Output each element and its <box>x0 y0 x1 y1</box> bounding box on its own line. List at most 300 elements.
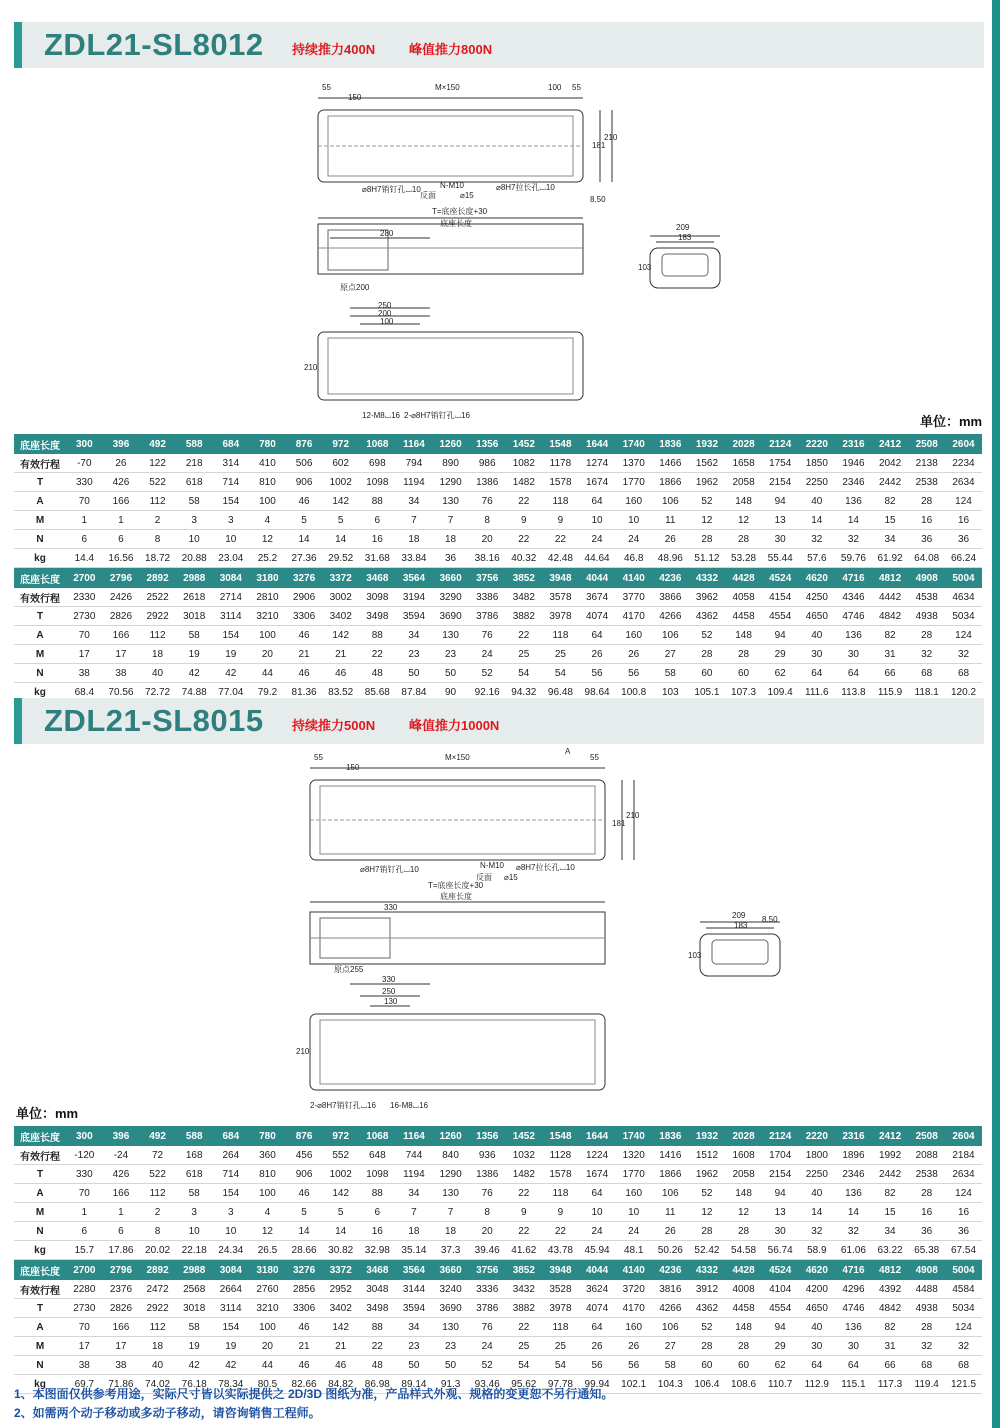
table-cell: 1260 <box>432 1126 469 1146</box>
table-cell: 3 <box>213 1203 250 1222</box>
model-title: ZDL21-SL8015 <box>44 703 264 738</box>
table-cell: 522 <box>139 473 176 492</box>
table-cell: 35.14 <box>396 1241 433 1260</box>
table-cell: 48.96 <box>652 549 689 568</box>
table-cell: 4908 <box>908 1260 945 1281</box>
dim-label: M×150 <box>435 83 460 92</box>
table-cell: 5034 <box>945 607 982 626</box>
table-cell: 61.06 <box>835 1241 872 1260</box>
table-cell: 57.6 <box>799 549 836 568</box>
table-cell: 1002 <box>322 473 359 492</box>
table-cell: 100 <box>249 1318 286 1337</box>
model-title: ZDL21-SL8012 <box>44 27 264 62</box>
table-cell: 100.8 <box>615 683 652 702</box>
table-cell: 4074 <box>579 607 616 626</box>
table-cell: 88 <box>359 626 396 645</box>
table-cell: 26 <box>652 530 689 549</box>
table-cell: 28 <box>689 1337 726 1356</box>
table-cell: 522 <box>139 1165 176 1184</box>
table-cell: 2138 <box>908 454 945 473</box>
table-cell: 21 <box>286 645 323 664</box>
table-cell: 3180 <box>249 1260 286 1281</box>
table-row <box>14 1356 982 1375</box>
table-cell: 3372 <box>322 568 359 589</box>
table-row <box>14 454 982 473</box>
table-cell: 10 <box>579 511 616 530</box>
table-cell: 100 <box>249 492 286 511</box>
table-cell: 2508 <box>908 1126 945 1146</box>
table-cell: 24.34 <box>213 1241 250 1260</box>
table-cell: 117.3 <box>872 1375 909 1394</box>
table-cell: 29 <box>762 1337 799 1356</box>
dim-label: 2-⌀8H7销钉孔⌴16 <box>404 411 470 420</box>
table-cell: 14 <box>322 1222 359 1241</box>
dim-label: 330 <box>384 903 398 912</box>
row-label: A <box>14 1318 66 1337</box>
table-cell: 3210 <box>249 1299 286 1318</box>
table-cell: 506 <box>286 454 323 473</box>
table-cell: 62 <box>762 1356 799 1375</box>
table-cell: 3210 <box>249 607 286 626</box>
table-cell: 12 <box>689 1203 726 1222</box>
table-cell: 4584 <box>945 1280 982 1299</box>
table-cell: 27 <box>652 645 689 664</box>
table-cell: 15 <box>872 1203 909 1222</box>
table-cell: 1356 <box>469 434 506 454</box>
table-cell: 142 <box>322 1184 359 1203</box>
table-cell: 2412 <box>872 1126 909 1146</box>
table-cell: 60 <box>689 664 726 683</box>
table-cell: 2760 <box>249 1280 286 1299</box>
table-cell: 6 <box>66 1222 103 1241</box>
table-cell: 2316 <box>835 1126 872 1146</box>
table-cell: 2028 <box>725 434 762 454</box>
footnote-2: 2、如需两个动子移动或多动子移动，请咨询销售工程师。 <box>14 1406 321 1420</box>
table-cell: 83.52 <box>322 683 359 702</box>
table-cell: 2892 <box>139 1260 176 1281</box>
section-header-sl8012 <box>14 22 984 68</box>
table-cell: 14.4 <box>66 549 103 568</box>
table-cell: 87.84 <box>396 683 433 702</box>
table-cell: 780 <box>249 434 286 454</box>
table-cell: 1290 <box>432 1165 469 1184</box>
table-cell: 86.98 <box>359 1375 396 1394</box>
table-cell: 4650 <box>799 607 836 626</box>
row-label: T <box>14 473 66 492</box>
table-cell: 456 <box>286 1146 323 1165</box>
table-cell: 62 <box>762 664 799 683</box>
row-label: 底座长度 <box>14 1260 66 1281</box>
dim-label: 原点200 <box>340 283 370 292</box>
dim-label: 210 <box>604 133 618 142</box>
table-cell: 3756 <box>469 568 506 589</box>
table-cell: 1194 <box>396 473 433 492</box>
table-cell: 2412 <box>872 434 909 454</box>
table-cell: 10 <box>213 1222 250 1241</box>
table-cell: 3882 <box>506 1299 543 1318</box>
table-cell: 19 <box>213 1337 250 1356</box>
table-cell: 3912 <box>689 1280 726 1299</box>
table-cell: 1962 <box>689 473 726 492</box>
table-cell: 18 <box>432 1222 469 1241</box>
table-cell: 1578 <box>542 1165 579 1184</box>
dim-label: N-M10 <box>480 861 505 870</box>
table-cell: 1452 <box>506 1126 543 1146</box>
table-row <box>14 473 982 492</box>
table-cell: 113.8 <box>835 683 872 702</box>
table-cell: 1320 <box>615 1146 652 1165</box>
table-cell: 106.4 <box>689 1375 726 1394</box>
table-cell: 5 <box>322 1203 359 1222</box>
table-cell: 54 <box>542 1356 579 1375</box>
table-cell: 52 <box>689 492 726 511</box>
table-cell: 2154 <box>762 1165 799 1184</box>
peak-thrust: 峰值推力1000N <box>409 718 500 733</box>
table-cell: 22 <box>542 530 579 549</box>
dim-label: 底座长度 <box>440 219 472 228</box>
table-cell: 28 <box>725 1337 762 1356</box>
table-cell: 64 <box>799 664 836 683</box>
table-cell: 20 <box>249 645 286 664</box>
table-cell: 64 <box>835 664 872 683</box>
table-cell: 54.58 <box>725 1241 762 1260</box>
table-cell: 102.1 <box>615 1375 652 1394</box>
table-cell: 3048 <box>359 1280 396 1299</box>
table-cell: 552 <box>322 1146 359 1165</box>
table-cell: 52 <box>689 626 726 645</box>
table-cell: 3018 <box>176 1299 213 1318</box>
table-cell: 1946 <box>835 454 872 473</box>
table-cell: 34 <box>872 530 909 549</box>
table-cell: 66 <box>872 664 909 683</box>
table-cell: 166 <box>103 1184 140 1203</box>
table-cell: 10 <box>579 1203 616 1222</box>
table-cell: 810 <box>249 473 286 492</box>
table-cell: 68 <box>945 664 982 683</box>
table-cell: 68.4 <box>66 683 103 702</box>
table-cell: 46 <box>286 1184 323 1203</box>
table-cell: 2988 <box>176 1260 213 1281</box>
dim-label: 底座长度 <box>440 892 472 901</box>
table-cell: 714 <box>213 473 250 492</box>
dim-label: 55 <box>322 83 331 92</box>
table-cell: 52 <box>689 1184 726 1203</box>
table-cell: 4554 <box>762 607 799 626</box>
table-cell: 2220 <box>799 434 836 454</box>
header-accent <box>14 22 22 68</box>
table-cell: 5 <box>286 511 323 530</box>
table-cell: 4104 <box>762 1280 799 1299</box>
table-cell: 148 <box>725 626 762 645</box>
table-row <box>14 626 982 645</box>
dim-label: 103 <box>688 951 702 960</box>
table-cell: 18 <box>396 1222 433 1241</box>
table-cell: 10 <box>176 530 213 549</box>
table-cell: 42 <box>176 1356 213 1375</box>
table-cell: 1290 <box>432 473 469 492</box>
table-cell: 1260 <box>432 434 469 454</box>
table-cell: 31 <box>872 645 909 664</box>
table-cell: 107.3 <box>725 683 762 702</box>
table-cell: 3084 <box>213 568 250 589</box>
table-cell: 2856 <box>286 1280 323 1299</box>
table-cell: 19 <box>213 645 250 664</box>
table-cell: 160 <box>615 626 652 645</box>
table-cell: 27.36 <box>286 549 323 568</box>
dim-label: 原点255 <box>334 965 364 974</box>
table-cell: 2634 <box>945 1165 982 1184</box>
table-cell: 85.68 <box>359 683 396 702</box>
table-cell: 40.32 <box>506 549 543 568</box>
table-cell: 88 <box>359 1184 396 1203</box>
table-cell: 1128 <box>542 1146 579 1165</box>
technical-drawing-1 <box>300 78 760 428</box>
table-cell: 38 <box>66 664 103 683</box>
table-cell: 2346 <box>835 473 872 492</box>
table-cell: 19 <box>176 645 213 664</box>
table-cell: 32 <box>908 1337 945 1356</box>
table-header-row <box>14 568 982 589</box>
table-cell: 2604 <box>945 1126 982 1146</box>
row-label: kg <box>14 1375 66 1394</box>
table-cell: 5 <box>322 511 359 530</box>
table-cell: 2184 <box>945 1146 982 1165</box>
table-cell: 28 <box>689 645 726 664</box>
table-cell: 3770 <box>615 588 652 607</box>
table-cell: 9 <box>542 511 579 530</box>
dim-label: 150 <box>348 93 362 102</box>
table-cell: 52 <box>689 1318 726 1337</box>
table-cell: 94 <box>762 626 799 645</box>
table-cell: 2522 <box>139 588 176 607</box>
table-cell: 5 <box>286 1203 323 1222</box>
table-cell: 110.7 <box>762 1375 799 1394</box>
table-cell: 1836 <box>652 1126 689 1146</box>
table-cell: 26 <box>652 1222 689 1241</box>
table-cell: 77.04 <box>213 683 250 702</box>
table-cell: 396 <box>103 1126 140 1146</box>
table-cell: 78.34 <box>213 1375 250 1394</box>
section-header-sl8015 <box>14 698 984 744</box>
table-row <box>14 607 982 626</box>
header-accent <box>14 698 22 744</box>
table-cell: 130 <box>432 492 469 511</box>
table-cell: 3594 <box>396 1299 433 1318</box>
table-cell: 1608 <box>725 1146 762 1165</box>
table-cell: 1578 <box>542 473 579 492</box>
table-cell: 2042 <box>872 454 909 473</box>
table-cell: 34 <box>872 1222 909 1241</box>
table-cell: 48 <box>359 1356 396 1375</box>
table-cell: 94 <box>762 1184 799 1203</box>
table-cell: 1932 <box>689 434 726 454</box>
table-cell: 103 <box>652 683 689 702</box>
table-cell: 58 <box>652 664 689 683</box>
table-cell: 4332 <box>689 568 726 589</box>
table-cell: 17 <box>103 1337 140 1356</box>
table-cell: 300 <box>66 1126 103 1146</box>
table-cell: 9 <box>542 1203 579 1222</box>
table-cell: 1644 <box>579 434 616 454</box>
table-cell: 1548 <box>542 1126 579 1146</box>
table-cell: 22 <box>506 1222 543 1241</box>
table-cell: 3594 <box>396 607 433 626</box>
table-cell: 3948 <box>542 568 579 589</box>
table-cell: 130 <box>432 626 469 645</box>
table-cell: 94 <box>762 1318 799 1337</box>
table-cell: 2 <box>139 511 176 530</box>
table-cell: 118 <box>542 1318 579 1337</box>
dim-label: 181 <box>592 141 606 150</box>
table-cell: 34 <box>396 1184 433 1203</box>
table-cell: 7 <box>396 511 433 530</box>
table-cell: 29.52 <box>322 549 359 568</box>
table-cell: 148 <box>725 1184 762 1203</box>
table-cell: 31 <box>872 1337 909 1356</box>
table-cell: 136 <box>835 492 872 511</box>
table-cell: 91.3 <box>432 1375 469 1394</box>
table-cell: 1416 <box>652 1146 689 1165</box>
table-cell: 2376 <box>103 1280 140 1299</box>
table-cell: 124 <box>945 626 982 645</box>
table-cell: 1512 <box>689 1146 726 1165</box>
table-cell: 32.98 <box>359 1241 396 1260</box>
table-cell: 1386 <box>469 1165 506 1184</box>
table-cell: 1082 <box>506 454 543 473</box>
dim-label: 200 <box>378 309 392 318</box>
row-label: 底座长度 <box>14 568 66 589</box>
table-cell: 1274 <box>579 454 616 473</box>
dim-label: 130 <box>384 997 398 1006</box>
table-cell: 58 <box>176 1318 213 1337</box>
table-cell: 1224 <box>579 1146 616 1165</box>
table-cell: 1932 <box>689 1126 726 1146</box>
table-cell: 2700 <box>66 568 103 589</box>
table-cell: 4362 <box>689 1299 726 1318</box>
table-cell: 28 <box>908 492 945 511</box>
table-cell: 4008 <box>725 1280 762 1299</box>
table-row <box>14 1222 982 1241</box>
table-cell: 46.8 <box>615 549 652 568</box>
table-cell: 142 <box>322 492 359 511</box>
table-cell: 115.1 <box>835 1375 872 1394</box>
table-cell: 32 <box>908 645 945 664</box>
table-cell: 3402 <box>322 1299 359 1318</box>
table-cell: 17 <box>103 645 140 664</box>
table-cell: 4428 <box>725 1260 762 1281</box>
table-cell: 4716 <box>835 1260 872 1281</box>
table-cell: 3564 <box>396 1260 433 1281</box>
table-cell: 20.02 <box>139 1241 176 1260</box>
table-cell: 2124 <box>762 434 799 454</box>
table-cell: 7 <box>432 511 469 530</box>
table-cell: 26 <box>579 645 616 664</box>
table-cell: 50 <box>396 664 433 683</box>
row-label: M <box>14 645 66 664</box>
table-cell: 3962 <box>689 588 726 607</box>
table-cell: 4 <box>249 511 286 530</box>
continuous-thrust: 持续推力400N <box>292 42 376 57</box>
table-cell: 82.66 <box>286 1375 323 1394</box>
page-edge-bar <box>992 0 1000 1428</box>
table-cell: 4938 <box>908 607 945 626</box>
table-cell: 17 <box>66 645 103 664</box>
table-cell: 3386 <box>469 588 506 607</box>
table-cell: 148 <box>725 1318 762 1337</box>
table-cell: 112 <box>139 1318 176 1337</box>
table-cell: 48 <box>359 664 396 683</box>
dim-label: 210 <box>296 1047 310 1056</box>
table-cell: 16.56 <box>103 549 140 568</box>
table-cell: 1962 <box>689 1165 726 1184</box>
table-cell: 4746 <box>835 607 872 626</box>
table-cell: 36 <box>432 549 469 568</box>
table-cell: 118 <box>542 1184 579 1203</box>
table-cell: 3660 <box>432 568 469 589</box>
table-cell: 44 <box>249 664 286 683</box>
dim-label: 103 <box>638 263 652 272</box>
table-cell: 38.16 <box>469 549 506 568</box>
table-cell: 136 <box>835 626 872 645</box>
table-cell: 3866 <box>652 588 689 607</box>
table-cell: 18.72 <box>139 549 176 568</box>
table-cell: 64 <box>799 1356 836 1375</box>
table-cell: 68 <box>908 1356 945 1375</box>
table-row <box>14 1337 982 1356</box>
table-cell: 22.18 <box>176 1241 213 1260</box>
table-cell: 60 <box>725 1356 762 1375</box>
table-cell: 160 <box>615 1318 652 1337</box>
table-row <box>14 664 982 683</box>
technical-drawing-2 <box>290 747 810 1122</box>
spec-table-sl8012 <box>14 434 982 702</box>
table-cell: 46 <box>286 492 323 511</box>
peak-thrust: 峰值推力800N <box>409 42 493 57</box>
table-cell: 588 <box>176 434 213 454</box>
table-cell: 15.7 <box>66 1241 103 1260</box>
table-cell: 31.68 <box>359 549 396 568</box>
table-cell: 32 <box>945 1337 982 1356</box>
table-cell: 53.28 <box>725 549 762 568</box>
table-cell: 2826 <box>103 607 140 626</box>
table-cell: 2826 <box>103 1299 140 1318</box>
table-cell: 2250 <box>799 473 836 492</box>
table-cell: 50 <box>432 664 469 683</box>
table-cell: 58.9 <box>799 1241 836 1260</box>
table-cell: 88 <box>359 1318 396 1337</box>
table-cell: 28 <box>725 530 762 549</box>
table-cell: 28 <box>725 1222 762 1241</box>
table-cell: 4346 <box>835 588 872 607</box>
table-cell: 18 <box>396 530 433 549</box>
table-cell: 60 <box>725 664 762 683</box>
table-cell: 2538 <box>908 473 945 492</box>
table-cell: 10 <box>213 530 250 549</box>
dim-label: 210 <box>304 363 318 372</box>
table-cell: 25 <box>542 645 579 664</box>
table-cell: 1562 <box>689 454 726 473</box>
table-cell: 29 <box>762 645 799 664</box>
table-cell: 66 <box>872 1356 909 1375</box>
table-cell: 1 <box>66 1203 103 1222</box>
table-cell: 16 <box>359 530 396 549</box>
dim-label: ⌀8H7销钉孔⌴10 <box>362 185 421 194</box>
table-cell: 48.1 <box>615 1241 652 1260</box>
table-cell: 43.78 <box>542 1241 579 1260</box>
table-cell: 3 <box>176 1203 213 1222</box>
table-cell: 21 <box>322 1337 359 1356</box>
table-cell: 492 <box>139 434 176 454</box>
